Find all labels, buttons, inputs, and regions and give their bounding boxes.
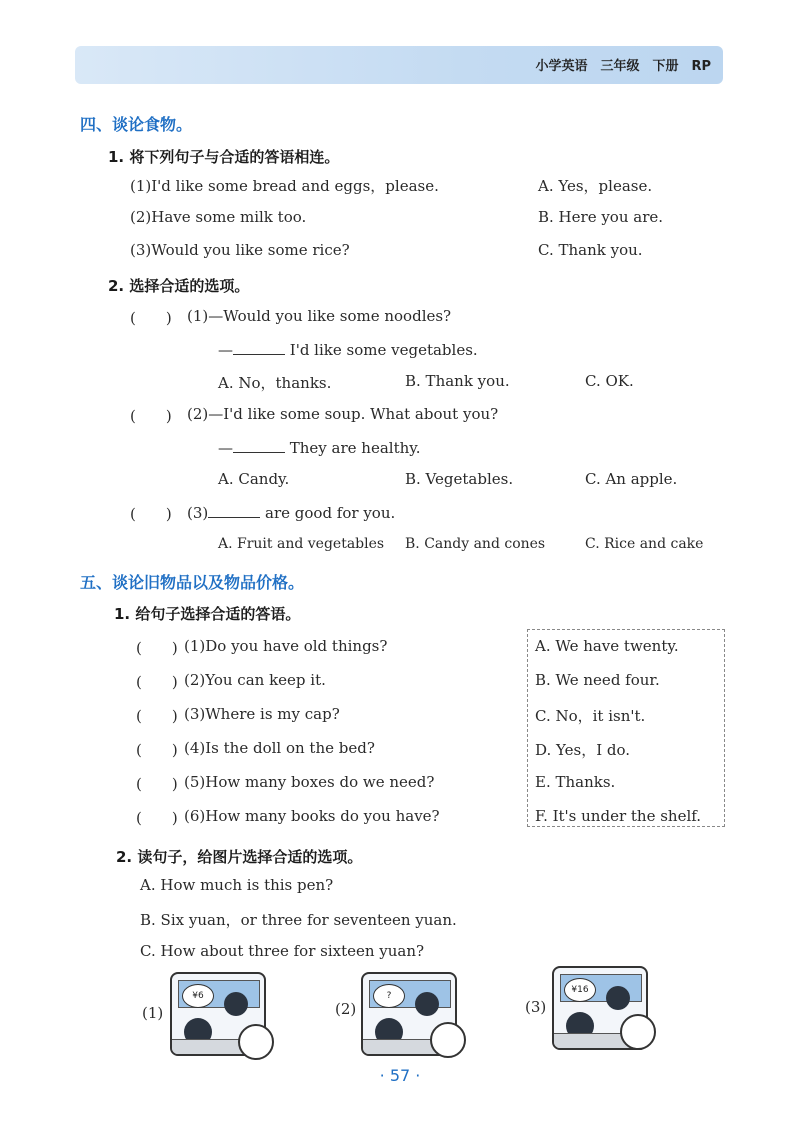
answer-paren[interactable]: ( ) xyxy=(136,639,178,657)
answer-paren[interactable]: ( ) xyxy=(136,673,178,691)
picture-2-answer-circle[interactable] xyxy=(430,1022,466,1058)
option-a: A. No，thanks. xyxy=(218,374,332,392)
question-item: (1)Do you have old things? xyxy=(184,637,388,655)
fill-blank[interactable] xyxy=(233,340,285,355)
question-stem: (2)—I'd like some soup. What about you? xyxy=(187,405,499,423)
picture-3-answer-circle[interactable] xyxy=(620,1014,656,1050)
option-c: C. An apple. xyxy=(585,470,678,488)
section5-title: 五、谈论旧物品以及物品价格。 xyxy=(80,573,305,592)
section5-q1-title: 1. 给句子选择合适的答语。 xyxy=(114,605,301,623)
match-right-b: B. Here you are. xyxy=(538,208,664,226)
reply-line: — I'd like some vegetables. xyxy=(218,341,478,359)
picture-1-image: ¥6 xyxy=(170,972,266,1056)
section5-q2-title: 2. 读句子，给图片选择合适的选项。 xyxy=(116,848,363,866)
answer-paren[interactable]: ( ) xyxy=(136,809,178,827)
option-a: A. Candy. xyxy=(218,470,290,488)
question-item: (2)You can keep it. xyxy=(184,671,326,689)
picture-label-3: (3) xyxy=(525,998,547,1016)
section4-q2-title: 2. 选择合适的选项。 xyxy=(108,277,250,295)
picture-label-2: (2) xyxy=(335,1000,357,1018)
answer-paren[interactable]: ( ) xyxy=(136,775,178,793)
question-item: (5)How many boxes do we need? xyxy=(184,773,435,791)
answer-option-c: C. No，it isn't. xyxy=(535,707,646,725)
answer-option-b: B. We need four. xyxy=(535,671,660,689)
answer-option-d: D. Yes，I do. xyxy=(535,741,631,759)
option-b: B. Candy and cones xyxy=(405,536,546,552)
option-c: C. OK. xyxy=(585,372,634,390)
page-header-bar xyxy=(75,46,723,84)
fill-blank[interactable] xyxy=(208,503,260,518)
section4-q1-title: 1. 将下列句子与合适的答语相连。 xyxy=(108,148,340,166)
picture-1-answer-circle[interactable] xyxy=(238,1024,274,1060)
header-text: 小学英语 三年级 下册 RP xyxy=(535,59,711,74)
picture-option-c: C. How about three for sixteen yuan? xyxy=(140,942,425,960)
page-number: · 57 · xyxy=(379,1066,421,1085)
question-stem: (3) are good for you. xyxy=(187,504,396,522)
answer-paren[interactable]: ( ) xyxy=(136,741,178,759)
match-right-a: A. Yes，please. xyxy=(538,177,653,195)
fill-blank[interactable] xyxy=(233,438,285,453)
match-left-3: (3)Would you like some rice? xyxy=(130,241,350,259)
picture-3-image: ¥16 xyxy=(552,966,648,1050)
question-item: (4)Is the doll on the bed? xyxy=(184,739,375,757)
picture-option-a: A. How much is this pen? xyxy=(140,876,334,894)
match-right-c: C. Thank you. xyxy=(538,241,643,259)
option-a: A. Fruit and vegetables xyxy=(218,536,385,552)
option-b: B. Thank you. xyxy=(405,372,510,390)
question-item: (6)How many books do you have? xyxy=(184,807,440,825)
picture-option-b: B. Six yuan，or three for seventeen yuan. xyxy=(140,911,457,929)
answer-paren[interactable]: ( ) xyxy=(130,505,172,523)
answer-option-e: E. Thanks. xyxy=(535,773,616,791)
reply-line: — They are healthy. xyxy=(218,439,421,457)
section4-title: 四、谈论食物。 xyxy=(80,115,193,134)
answer-options-box xyxy=(527,629,725,827)
option-b: B. Vegetables. xyxy=(405,470,514,488)
answer-option-f: F. It's under the shelf. xyxy=(535,807,702,825)
answer-paren[interactable]: ( ) xyxy=(136,707,178,725)
answer-paren[interactable]: ( ) xyxy=(130,309,172,327)
picture-label-1: (1) xyxy=(142,1004,164,1022)
question-item: (3)Where is my cap? xyxy=(184,705,340,723)
picture-2-image: ? xyxy=(361,972,457,1056)
answer-option-a: A. We have twenty. xyxy=(535,637,679,655)
option-c: C. Rice and cake xyxy=(585,536,704,552)
match-left-1: (1)I'd like some bread and eggs，please. xyxy=(130,177,439,195)
question-stem: (1)—Would you like some noodles? xyxy=(187,307,452,325)
match-left-2: (2)Have some milk too. xyxy=(130,208,307,226)
answer-paren[interactable]: ( ) xyxy=(130,407,172,425)
